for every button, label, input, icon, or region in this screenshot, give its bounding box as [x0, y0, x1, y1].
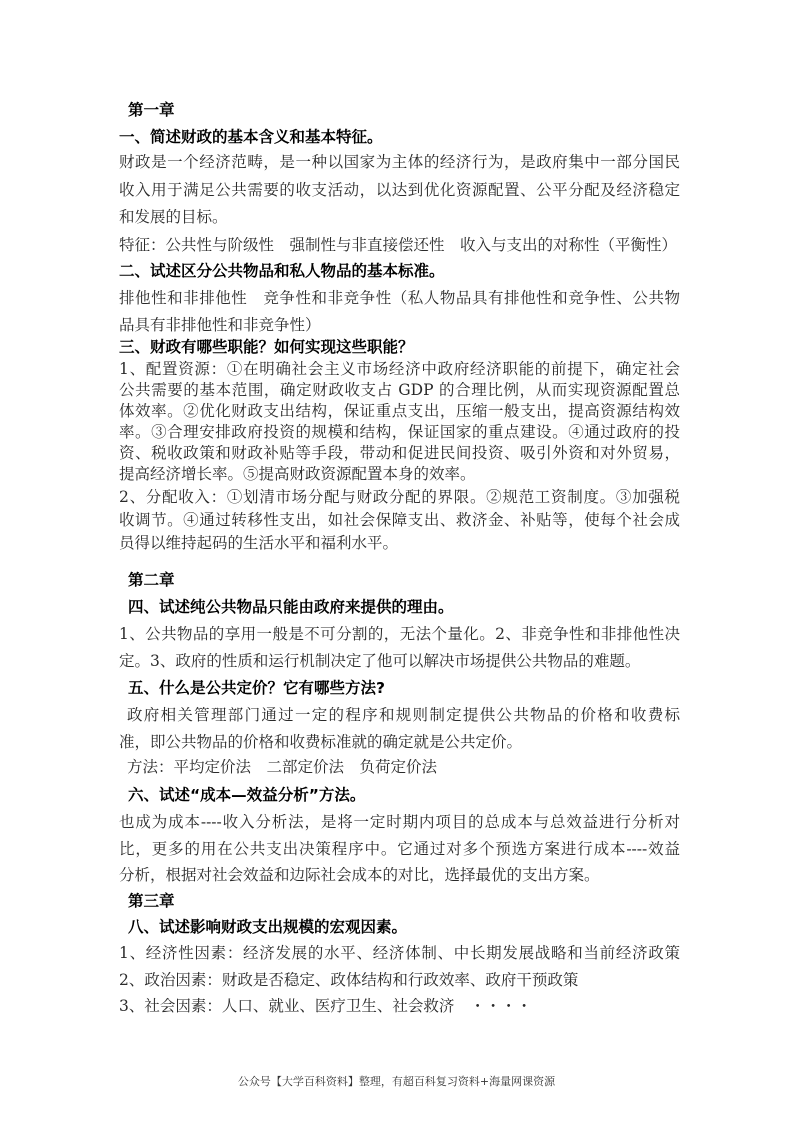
chapter-1-title: 第一章: [128, 101, 175, 119]
answer-line: 比，更多的用在公共支出决策程序中。它通过对多个预选方案进行成本----效益: [119, 840, 680, 858]
question-6-heading: 六、试述“成本—效益分析”方法。: [128, 786, 366, 804]
chapter-3-title: 第三章: [128, 892, 175, 910]
answer-line: 提高经济增长率。⑤提高财政资源配置本身的效率。: [119, 465, 476, 483]
features-line: 特征：公共性与阶级性 强制性与非直接偿还性 收入与支出的对称性（平衡性）: [119, 236, 678, 254]
question-5-heading: 五、什么是公共定价？它有哪些方法?: [128, 679, 385, 697]
chapter-2-title: 第二章: [128, 571, 175, 589]
answer-line: 资、税收政策和财政补贴等手段，带动和促进民间投资、吸引外资和对外贸易，: [119, 444, 680, 462]
answer-line: 品具有非排他性和非竞争性）: [119, 316, 321, 334]
answer-line: 1、配置资源：①在明确社会主义市场经济中政府经济职能的前提下，确定社会: [119, 360, 680, 378]
answer-line: 员得以维持起码的生活水平和福利水平。: [119, 534, 399, 552]
answer-line: 定。3、政府的性质和运行机制决定了他可以解决市场提供公共物品的难题。: [119, 652, 641, 670]
question-8-heading: 八、试述影响财政支出规模的宏观因素。: [128, 918, 408, 936]
question-2-heading: 二、试述区分公共物品和私人物品的基本标准。: [119, 262, 445, 280]
question-3-heading: 三、财政有哪些职能？如何实现这些职能？: [119, 338, 414, 356]
answer-line: 体效率。②优化财政支出结构，保证重点支出，压缩一般支出，提高资源结构效: [119, 402, 680, 420]
answer-line: 2、分配收入：①划清市场分配与财政分配的界限。②规范工资制度。③加强税: [119, 488, 680, 506]
answer-line: 公共需要的基本范围，确定财政收支占 GDP 的合理比例，从而实现资源配置总: [119, 381, 680, 399]
question-1-heading: 一、简述财政的基本含义和基本特征。: [119, 128, 383, 146]
page-footer: 公众号【大学百科资料】整理，有超百科复习资料+海量网课资源: [237, 1075, 556, 1088]
answer-line: 收调节。④通过转移性支出，如社会保障支出、救济金、补贴等，使每个社会成: [119, 511, 680, 529]
answer-line: 排他性和非排他性 竞争性和非竞争性（私人物品具有排他性和竞争性、公共物: [119, 289, 680, 307]
answer-line: 准，即公共物品的价格和收费标准就的确定就是公共定价。: [119, 733, 523, 751]
answer-line: 1、经济性因素：经济发展的水平、经济体制、中长期发展战略和当前经济政策: [119, 944, 680, 962]
answer-line: 2、政治因素：财政是否稳定、政体结构和行政效率、政府干预政策: [119, 971, 579, 989]
answer-line: 和发展的目标。: [119, 208, 228, 226]
answer-line: 分析，根据对社会效益和边际社会成本的对比，选择最优的支出方案。: [119, 866, 600, 884]
methods-line: 方法：平均定价法 二部定价法 负荷定价法: [127, 758, 438, 776]
answer-line: 3、社会因素：人口、就业、医疗卫生、社会救济 ・・・・: [119, 997, 532, 1015]
answer-line: 收入用于满足公共需要的收支活动，以达到优化资源配置、公平分配及经济稳定: [119, 181, 680, 199]
answer-line: 政府相关管理部门通过一定的程序和规则制定提供公共物品的价格和收费标: [127, 706, 680, 724]
answer-line: 率。③合理安排政府投资的规模和结构，保证国家的重点建设。④通过政府的投: [119, 423, 680, 441]
answer-line: 也成为成本----收入分析法，是将一定时期内项目的总成本与总效益进行分析对: [119, 813, 680, 831]
answer-line: 财政是一个经济范畴，是一种以国家为主体的经济行为，是政府集中一部分国民: [119, 153, 680, 171]
question-4-heading: 四、试述纯公共物品只能由政府来提供的理由。: [128, 598, 454, 616]
answer-line: 1、公共物品的享用一般是不可分割的，无法个量化。2、非竞争性和非排他性决: [119, 625, 680, 643]
